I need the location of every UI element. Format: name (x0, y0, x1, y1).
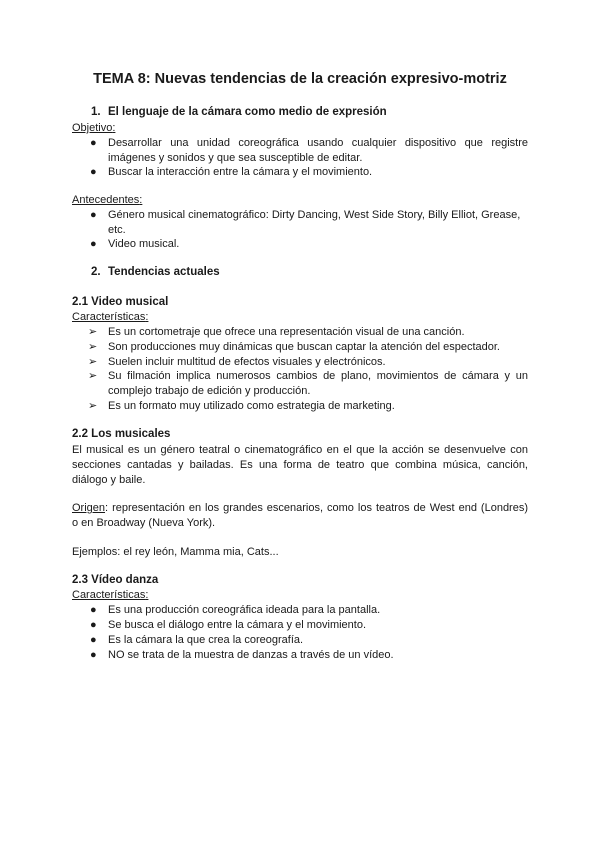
video-musical-item: Son producciones muy dinámicas que buscan captar la atención del espectador. (108, 341, 500, 353)
antecedentes-item-cont: etc. (108, 224, 126, 236)
objetivo-label: Objetivo: (72, 122, 116, 134)
origen-line-cont: o en Broadway (Nueva York). (72, 517, 216, 529)
arrow-bullet-icon: ➢ (88, 341, 98, 353)
arrow-bullet-icon: ➢ (88, 356, 98, 368)
section-2-heading: 2. Tendencias actuales (91, 266, 220, 278)
video-musical-item: Suelen incluir multitud de efectos visuales y electrónicos. (108, 356, 386, 368)
arrow-bullet-icon: ➢ (88, 326, 98, 338)
video-musical-item: Su filmación implica numerosos cambios de plano, movimientos de cámara y un (108, 370, 528, 382)
musicales-paragraph-line: El musical es un género teatral o cinematográfico en el que la acción se desenvuelve con (72, 444, 528, 456)
video-musical-item: Es un formato muy utilizado como estrategia de marketing. (108, 400, 395, 412)
arrow-bullet-icon: ➢ (88, 370, 98, 382)
objetivo-item-cont: imágenes y sonidos y que sea susceptible de editar. (108, 152, 363, 164)
bullet-icon: ● (90, 137, 97, 149)
musicales-heading: 2.2 Los musicales (72, 428, 171, 440)
origen-line: Origen: representación en los grandes escenarios, como los teatros de West end (Londres) (72, 502, 529, 514)
video-danza-label: Características: (72, 589, 149, 601)
video-musical-item: Es un cortometraje que ofrece una representación visual de una canción. (108, 326, 465, 338)
video-musical-item-cont: complejo trabajo de edición y producción. (108, 385, 311, 397)
bullet-icon: ● (90, 619, 97, 631)
video-danza-item: NO se trata de la muestra de danzas a través de un vídeo. (108, 649, 394, 661)
bullet-icon: ● (90, 634, 97, 646)
origen-label: Origen (72, 502, 106, 514)
bullet-icon: ● (90, 209, 97, 221)
musicales-paragraph-line: diálogo y baile. (72, 474, 146, 486)
objetivo-item: Buscar la interacción entre la cámara y el movimiento. (108, 166, 373, 178)
bullet-icon: ● (90, 604, 97, 616)
video-musical-heading: 2.1 Video musical (72, 296, 169, 308)
bullet-icon: ● (90, 649, 97, 661)
bullet-icon: ● (90, 238, 97, 250)
ejemplos-line: Ejemplos: el rey león, Mamma mia, Cats... (72, 546, 279, 558)
video-danza-heading: 2.3 Vídeo danza (72, 574, 159, 586)
bullet-icon: ● (90, 166, 97, 178)
arrow-bullet-icon: ➢ (88, 400, 98, 412)
antecedentes-item: Género musical cinematográfico: Dirty Dancing, West Side Story, Billy Elliot, Grease, (108, 209, 521, 221)
video-danza-item: Es la cámara la que crea la coreografía. (108, 634, 304, 646)
section-1-heading: 1. El lenguaje de la cámara como medio de expresión (91, 106, 387, 118)
antecedentes-label: Antecedentes: (72, 194, 143, 206)
video-danza-item: Se busca el diálogo entre la cámara y el movimiento. (108, 619, 367, 631)
page-title: TEMA 8: Nuevas tendencias de la creación expresivo-motriz (93, 71, 507, 87)
objetivo-item: Desarrollar una unidad coreográfica usando cualquier dispositivo que registre (108, 137, 528, 149)
musicales-paragraph-line: secciones cantadas y bailadas. Es una forma de teatro que combina música, canción, (72, 459, 528, 471)
antecedentes-item: Video musical. (108, 238, 180, 250)
video-musical-label: Características: (72, 311, 149, 323)
video-danza-item: Es una producción coreográfica ideada para la pantalla. (108, 604, 381, 616)
